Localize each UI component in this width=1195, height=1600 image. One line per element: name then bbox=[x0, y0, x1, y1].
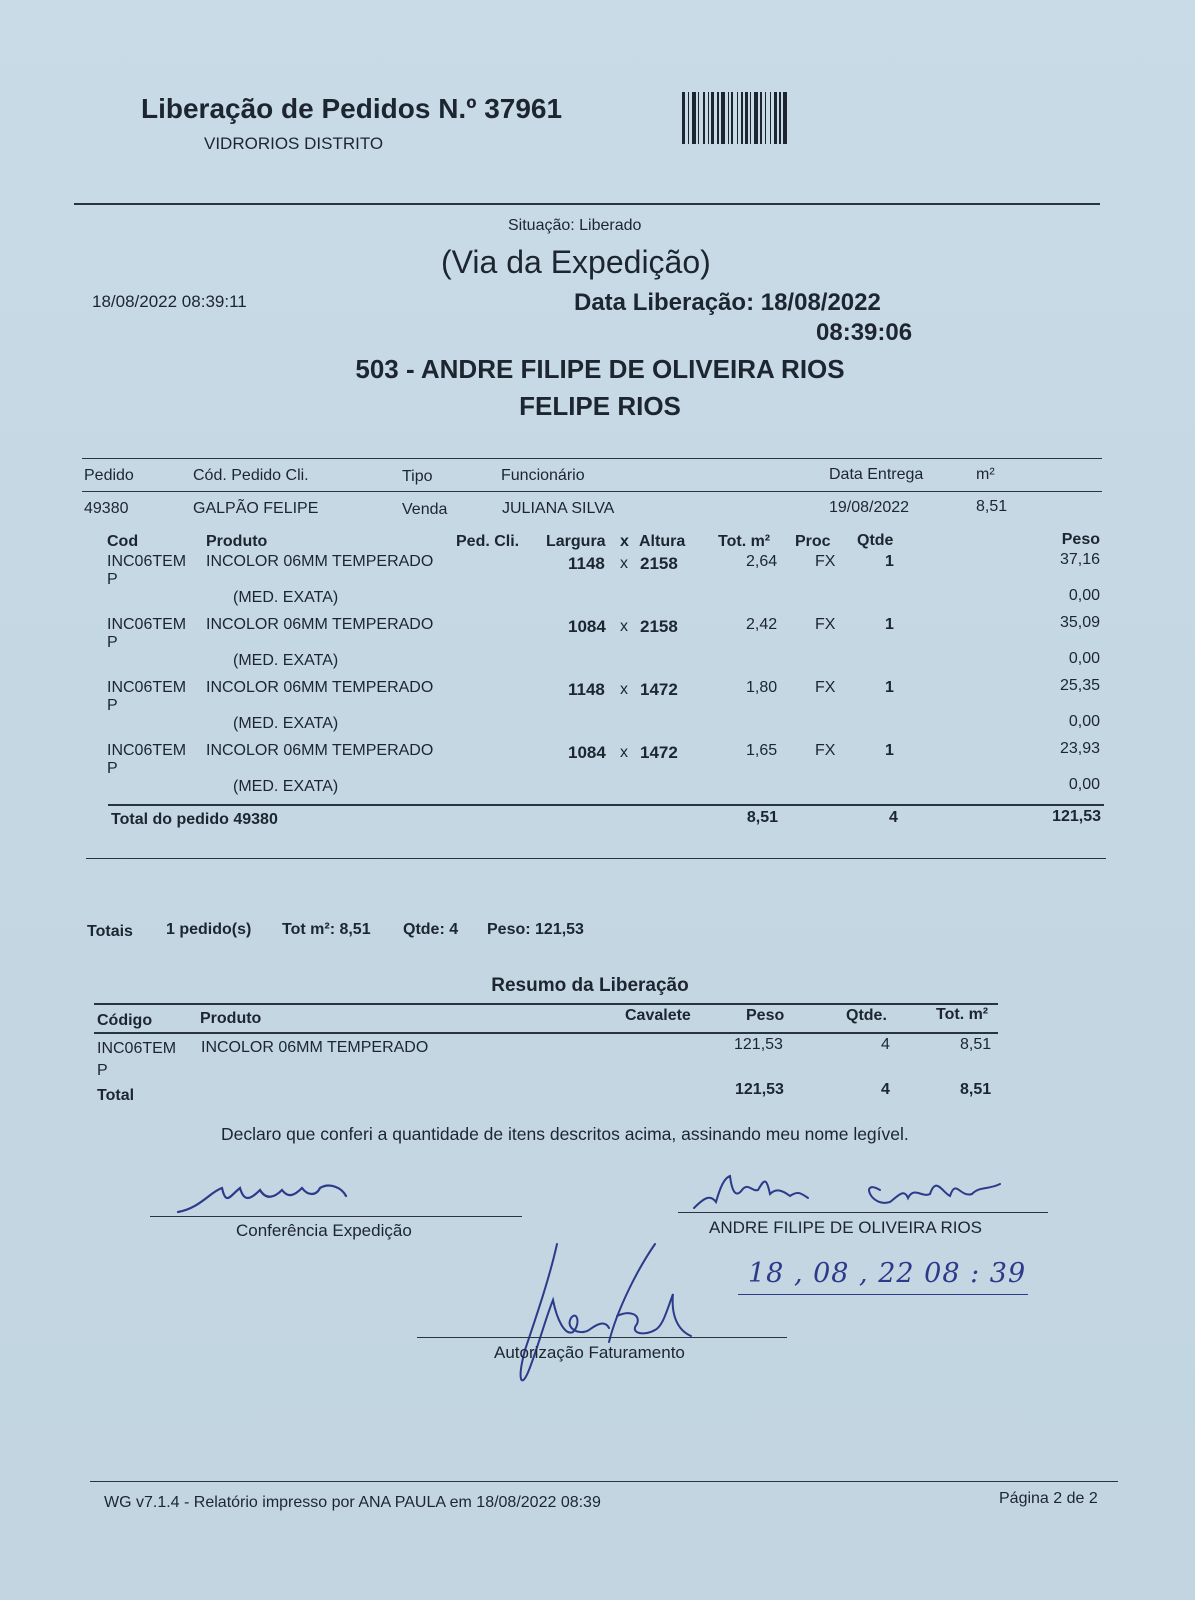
item-produto: INCOLOR 06MM TEMPERADO bbox=[206, 553, 434, 570]
order-funcionario: JULIANA SILVA bbox=[502, 500, 615, 517]
item-qtde: 1 bbox=[885, 553, 894, 570]
order-total-label: Total do pedido 49380 bbox=[111, 811, 278, 828]
order-total-qtde: 4 bbox=[889, 809, 898, 826]
resumo-total-label: Total bbox=[97, 1087, 135, 1104]
resumo-row-tot-m2: 8,51 bbox=[960, 1036, 992, 1053]
item-peso: 23,93 bbox=[1059, 740, 1100, 757]
col-cod-cli: Cód. Pedido Cli. bbox=[193, 467, 309, 484]
item-cod2: P bbox=[107, 697, 118, 714]
col-tipo: Tipo bbox=[402, 468, 433, 485]
resumo-col-cavalete: Cavalete bbox=[625, 1007, 691, 1024]
item-tot: 2,64 bbox=[746, 553, 778, 570]
resumo-row-cod1: INC06TEM bbox=[97, 1040, 177, 1057]
resumo-col-tot-m2: Tot. m² bbox=[936, 1006, 989, 1023]
item-tot: 1,80 bbox=[746, 679, 778, 696]
item-obs: (MED. EXATA) bbox=[233, 778, 339, 795]
conferencia-label: Conferência Expedição bbox=[236, 1221, 412, 1240]
order-m2: 8,51 bbox=[976, 498, 1008, 515]
client-nickname: FELIPE RIOS bbox=[519, 391, 681, 421]
client-signature-label: ANDRE FILIPE DE OLIVEIRA RIOS bbox=[709, 1218, 983, 1237]
order-total-peso: 121,53 bbox=[1052, 808, 1101, 825]
item-proc: FX bbox=[815, 553, 836, 570]
company-name: VIDRORIOS DISTRITO bbox=[204, 134, 384, 153]
item-obs: (MED. EXATA) bbox=[233, 652, 339, 669]
liberacao-date-line bbox=[574, 289, 881, 317]
resumo-row-cod2: P bbox=[97, 1062, 108, 1079]
status-text: Situação: Liberado bbox=[508, 217, 642, 234]
items-col-peso: Peso bbox=[1061, 531, 1100, 548]
item-cod2: P bbox=[107, 634, 118, 651]
resumo-col-codigo: Código bbox=[97, 1012, 153, 1029]
handwritten-date: 18 , 08 , 22 08 : 39 bbox=[748, 1258, 1027, 1289]
declaration-text: Declaro que conferi a quantidade de itens descritos acima, assinando meu nome legível. bbox=[221, 1124, 909, 1144]
signature-autorizacao bbox=[505, 1240, 725, 1392]
order-bottom-rule bbox=[86, 858, 1106, 859]
resumo-total-tot-m2: 8,51 bbox=[960, 1081, 992, 1098]
item-cod2: P bbox=[107, 571, 118, 588]
item-peso: 25,35 bbox=[1059, 677, 1100, 694]
item-qtde: 1 bbox=[885, 616, 894, 633]
items-col-largura: Largura bbox=[546, 533, 606, 550]
resumo-total-qtde: 4 bbox=[881, 1081, 890, 1098]
item-cod1: INC06TEM bbox=[107, 679, 187, 696]
resumo-col-produto: Produto bbox=[200, 1010, 262, 1027]
conferencia-line bbox=[150, 1216, 522, 1217]
footer-report: WG v7.1.4 - Relatório impresso por ANA PAULA em 18/08/2022 08:39 bbox=[104, 1494, 601, 1511]
item-obs: (MED. EXATA) bbox=[233, 715, 339, 732]
items-col-x: x bbox=[620, 533, 629, 550]
resumo-top-rule bbox=[94, 1003, 998, 1005]
item-largura: 1148 bbox=[568, 680, 605, 699]
item-peso: 35,09 bbox=[1059, 614, 1100, 631]
totals-qtde: Qtde: 4 bbox=[403, 921, 459, 938]
col-data-entrega: Data Entrega bbox=[829, 466, 924, 483]
item-proc: FX bbox=[815, 742, 836, 759]
item-obs: (MED. EXATA) bbox=[233, 589, 339, 606]
item-proc: FX bbox=[815, 679, 836, 696]
items-col-altura: Altura bbox=[639, 533, 686, 550]
item-peso-obs: 0,00 bbox=[1068, 713, 1100, 730]
item-cod2: P bbox=[107, 760, 118, 777]
item-altura: 1472 bbox=[640, 743, 678, 762]
item-x: x bbox=[620, 555, 628, 572]
barcode-icon bbox=[682, 92, 864, 144]
item-peso: 37,16 bbox=[1059, 551, 1100, 568]
order-header-rule bbox=[82, 491, 1102, 492]
totals-label: Totais bbox=[87, 923, 133, 940]
col-m2: m² bbox=[976, 466, 995, 483]
item-qtde: 1 bbox=[885, 742, 894, 759]
item-largura: 1148 bbox=[568, 554, 605, 573]
item-largura: 1084 bbox=[568, 617, 606, 636]
item-cod1: INC06TEM bbox=[107, 616, 187, 633]
item-peso-obs: 0,00 bbox=[1068, 587, 1100, 604]
resumo-row-peso: 121,53 bbox=[734, 1036, 783, 1053]
item-largura: 1084 bbox=[568, 743, 606, 762]
resumo-total-peso: 121,53 bbox=[735, 1081, 784, 1098]
items-col-cod: Cod bbox=[107, 533, 139, 550]
client-name: 503 - ANDRE FILIPE DE OLIVEIRA RIOS bbox=[355, 354, 845, 384]
signature-conferencia bbox=[170, 1178, 360, 1218]
liberacao-label: Data Liberação: bbox=[574, 289, 755, 316]
totals-pedidos: 1 pedido(s) bbox=[166, 921, 252, 938]
items-col-tot-m2: Tot. m² bbox=[718, 533, 771, 550]
client-signature-line bbox=[678, 1212, 1048, 1213]
item-altura: 1472 bbox=[640, 680, 678, 699]
resumo-col-qtde: Qtde. bbox=[846, 1007, 887, 1024]
footer-rule bbox=[90, 1481, 1118, 1482]
via-label: (Via da Expedição) bbox=[441, 244, 711, 280]
item-proc: FX bbox=[815, 616, 836, 633]
autorizacao-line bbox=[417, 1337, 787, 1338]
totals-m2: Tot m²: 8,51 bbox=[282, 921, 371, 938]
order-table-top-rule bbox=[82, 458, 1102, 459]
print-datetime: 18/08/2022 08:39:11 bbox=[92, 292, 247, 311]
item-tot: 2,42 bbox=[746, 616, 778, 633]
item-produto: INCOLOR 06MM TEMPERADO bbox=[206, 679, 434, 696]
col-pedido: Pedido bbox=[84, 467, 134, 484]
liberacao-time: 08:39:06 bbox=[816, 319, 913, 346]
item-qtde: 1 bbox=[885, 679, 894, 696]
item-altura: 2158 bbox=[640, 554, 678, 573]
liberacao-date: 18/08/2022 bbox=[760, 289, 881, 316]
items-col-proc: Proc bbox=[795, 533, 831, 550]
order-cod-cli: GALPÃO FELIPE bbox=[193, 500, 319, 517]
handwritten-date-underline bbox=[738, 1294, 1028, 1295]
col-funcionario: Funcionário bbox=[501, 467, 585, 484]
resumo-title: Resumo da Liberação bbox=[491, 975, 689, 996]
order-total-m2: 8,51 bbox=[746, 809, 778, 826]
item-produto: INCOLOR 06MM TEMPERADO bbox=[206, 742, 434, 759]
items-col-produto: Produto bbox=[206, 533, 268, 550]
items-col-ped-cli: Ped. Cli. bbox=[456, 533, 520, 550]
document-title: Liberação de Pedidos N.º 37961 bbox=[141, 93, 563, 124]
totals-peso: Peso: 121,53 bbox=[487, 921, 584, 938]
resumo-row-produto: INCOLOR 06MM TEMPERADO bbox=[201, 1039, 429, 1056]
order-tipo: Venda bbox=[402, 501, 448, 518]
order-total-rule bbox=[108, 804, 1104, 806]
item-x: x bbox=[620, 744, 628, 761]
item-cod1: INC06TEM bbox=[107, 742, 187, 759]
item-x: x bbox=[620, 681, 628, 698]
signature-client bbox=[690, 1168, 1020, 1218]
item-tot: 1,65 bbox=[746, 742, 778, 759]
resumo-header-rule bbox=[94, 1032, 998, 1034]
autorizacao-label: Autorização Faturamento bbox=[494, 1343, 685, 1362]
item-peso-obs: 0,00 bbox=[1068, 650, 1100, 667]
item-produto: INCOLOR 06MM TEMPERADO bbox=[206, 616, 434, 633]
item-altura: 2158 bbox=[640, 617, 678, 636]
order-data-entrega: 19/08/2022 bbox=[829, 499, 910, 516]
resumo-row-qtde: 4 bbox=[881, 1036, 890, 1053]
items-col-qtde: Qtde bbox=[857, 532, 894, 549]
header-divider bbox=[74, 203, 1100, 205]
item-cod1: INC06TEM bbox=[107, 553, 187, 570]
item-peso-obs: 0,00 bbox=[1068, 776, 1100, 793]
order-pedido: 49380 bbox=[84, 500, 129, 517]
resumo-col-peso: Peso bbox=[746, 1007, 785, 1024]
item-x: x bbox=[620, 618, 628, 635]
footer-page: Página 2 de 2 bbox=[999, 1490, 1098, 1507]
